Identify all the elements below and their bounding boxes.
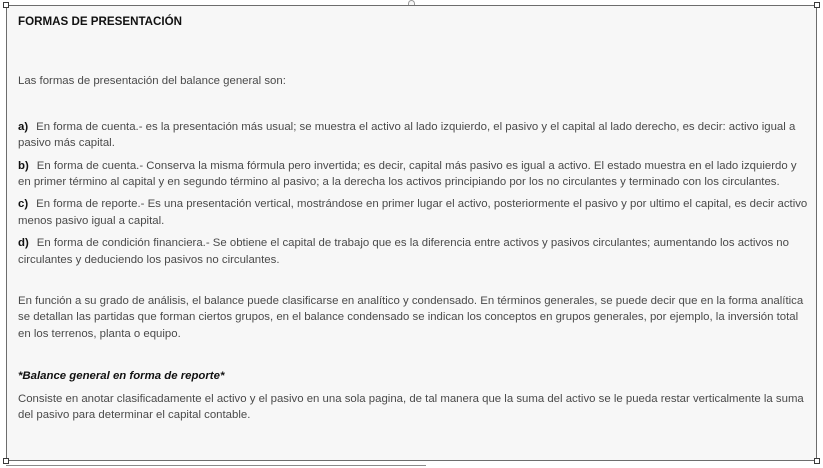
text-box-frame[interactable] [6,5,817,461]
document-title: FORMAS DE PRESENTACIÓN [18,15,183,28]
document-content [18,14,808,424]
list-item-c [18,196,808,229]
classification-paragraph: En función a su grado de análisis, el balance puede clasificarse en analítico y condensado. En términos generales, se puede decir que en la forma analítica se detallan las partidas que forman ciertos grupos, en el balance condensado se indican los conceptos en grupos generales, por ejemplo, la inversión total en los terrenos, planta o equipo. [18,295,804,340]
resize-handle-top-right[interactable] [814,2,820,8]
list-item-d [18,235,808,268]
list-item-text: En forma de reporte.- Es una presentación vertical, mostrándose en primer lugar el activo, posteriormente el pasivo y por ultimo el capital, es decir activo menos pasivo igual a capital. [18,198,808,227]
resize-handle-bottom-right[interactable] [814,458,820,464]
intro-paragraph: Las formas de presentación del balance general son: [18,75,286,88]
list-item-key: d) [18,237,29,250]
list-item-key: a) [18,120,29,133]
list-item-text: En forma de cuenta.- es la presentación más usual; se muestra el activo al lado izquierdo, el pasivo y el capital al lado derecho, es decir: activo igual a pasivo más capital. [18,120,796,150]
list-item-a [18,119,808,152]
resize-handle-top-left[interactable] [3,2,9,8]
list-item-key: b) [18,159,29,172]
report-form-paragraph: Consiste en anotar clasificadamente el activo y el pasivo en una sola pagina, de tal manera que la suma del activo se le pueda restar verticalmente la suma del pasivo para determinar el capital contable. [18,392,804,422]
list-item-b [18,158,808,191]
list-item-text: En forma de condición financiera.- Se obtiene el capital de trabajo que es la diferencia entre activos y pasivos circulantes; aumentando los activos no circulantes y deduciendo los pasivos no circulantes. [18,237,789,266]
resize-handle-bottom-left[interactable] [3,458,9,464]
rotate-handle[interactable] [408,0,415,5]
list-item-key: c) [18,198,29,211]
list-item-text: En forma de cuenta.- Conserva la misma fórmula pero invertida; es decir, capital más pasivo es igual a activo. El estado muestra en el lado izquierdo y en primer término al capital y en segundo término al pasivo; a la derecha los activos principiando por los no circulantes y terminado con los circulantes. [18,159,797,189]
report-form-heading: *Balance general en forma de reporte* [18,370,225,383]
divider-line [6,465,426,466]
